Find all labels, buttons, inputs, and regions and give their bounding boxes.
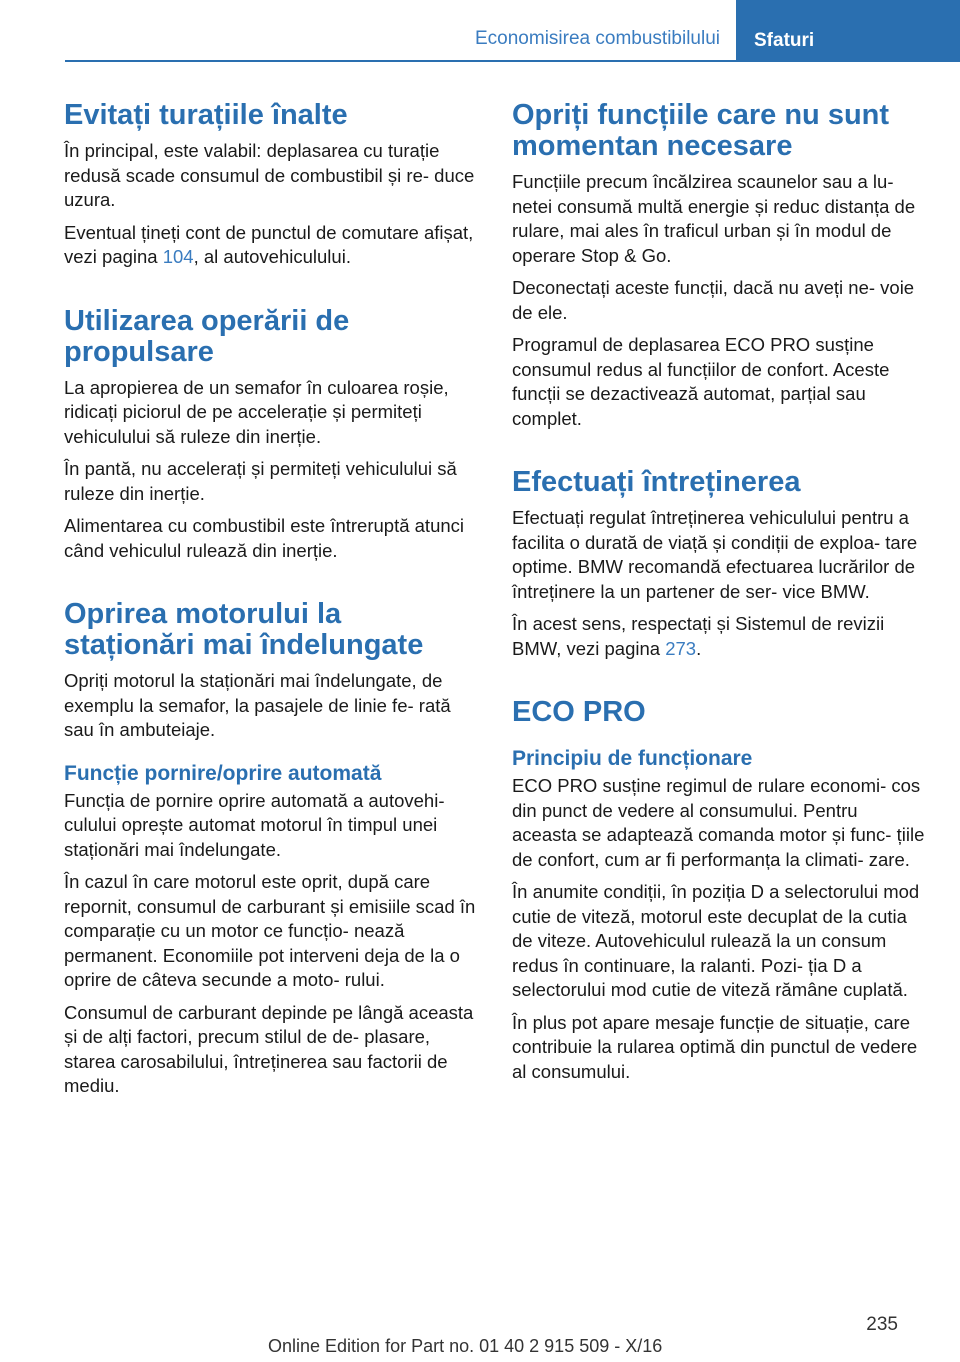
paragraph-text: Eventual țineți cont de punctul de comutare afișat, vezi pagina [64, 221, 474, 267]
paragraph-text: În acest sens, respectați și Sistemul de revizii BMW, vezi pagina [512, 613, 885, 659]
paragraph: În pantă, nu accelerați și permiteți vehiculului să ruleze din inerție. [64, 458, 457, 504]
paragraph [512, 612, 927, 661]
paragraph: În plus pot apare mesaje funcție de situație, care contribuie la rularea optimă din punctul de vedere al consumului. [512, 1011, 918, 1082]
edition-footer: Online Edition for Part no. 01 40 2 915 509 - X/16 [268, 1336, 663, 1356]
page-number: 235 [866, 1314, 898, 1335]
section-title-eco-pro: ECO PRO [512, 696, 646, 728]
section-title-maintenance: Efectuați întreținerea [512, 466, 801, 498]
page-header [0, 0, 960, 62]
header-chapter-label: Sfaturi [754, 30, 815, 51]
section-title-switch-off-functions: Opriți funcțiile care nu sunt momentan necesare [512, 99, 890, 162]
paragraph-text: , al autovehiculului. [193, 246, 351, 267]
paragraph: Opriți motorul la staționări mai îndelungate, de exemplu la semafor, la pasajele de linie fe‐ rată sau în ambuteiaje. [64, 670, 451, 740]
paragraph: La apropierea de un semafor în culoarea roșie, ridicați piciorul de pe accelerație și permiteți vehiculului să ruleze din inerție. [64, 376, 449, 447]
paragraph: Consumul de carburant depinde pe lângă aceasta și de alți factori, precum stilul de de‐ plasare, starea carosabilului, întreținerea sau factorii de mediu. [64, 1001, 474, 1096]
paragraph: În anumite condiții, în poziția D a selectorului mod cutie de viteză, motorul este decuplat de la cutia de viteze. Autovehiculul rulează la un consum redus în continuare, la ralanti. Pozi‐ ția D a selectorului mod cutie de viteză rămâne cuplată. [512, 881, 920, 1000]
right-column [512, 100, 927, 1092]
page-link-273[interactable]: 273 [665, 637, 697, 659]
section-title-coasting: Utilizarea operării de propulsare [64, 304, 350, 368]
paragraph [64, 221, 479, 270]
paragraph-text: . [696, 637, 702, 659]
paragraph: ECO PRO susține regimul de rulare economi‐ cos din punct de vedere al consumului. Pentru aceasta se adaptează comanda motor și func‐ țiile de confort, cum ar fi performanța la climati‐ zare. [512, 775, 925, 870]
subsection-title-operating-principle: Principiu de funcționare [512, 747, 753, 770]
subsection-title-auto-start-stop: Funcție pornire/oprire automată [64, 761, 382, 785]
paragraph: Alimentarea cu combustibil este întreruptă atunci când vehiculul rulează din inerție. [64, 515, 465, 561]
paragraph: Funcția de pornire oprire automată a autovehi‐ culului oprește automat motorul în timpul unei staționări mai îndelungate. [64, 789, 445, 860]
paragraph: În principal, este valabil: deplasarea cu turație redusă scade consumul de combustibil și re‐ duce uzura. [64, 140, 475, 210]
header-chapter-tab[interactable] [736, 0, 960, 60]
paragraph: Deconectați aceste funcții, dacă nu aveți ne‐ voie de ele. [512, 277, 915, 323]
paragraph: În cazul în care motorul este oprit, după care repornit, consumul de carburant și emisiile scad în comparație cu un motor ce funcțio‐ nează permanent. Economiile pot interveni deja de la o oprire de câteva secunde a moto‐ rului. [64, 871, 476, 990]
header-section-title: Economisirea combustibilului [475, 28, 720, 49]
section-title-high-revs: Evitați turațiile înalte [64, 99, 348, 131]
paragraph: Efectuați regulat întreținerea vehiculului pentru a facilita o durată de viață și condiții de exploa‐ tare optime. BMW recomandă efectuarea lucrărilor de întreținere la un partener de ser‐ vice BMW. [512, 507, 918, 602]
paragraph: Programul de deplasarea ECO PRO susține consumul redus al funcțiilor de confort. Aceste funcții se dezactivează automat, parțial sau complet. [512, 334, 890, 429]
page-link-104[interactable]: 104 [162, 246, 194, 267]
header-divider [65, 60, 960, 62]
section-title-engine-off: Oprirea motorului la staționări mai îndelungate [64, 598, 424, 661]
paragraph: Funcțiile precum încălzirea scaunelor sau a lu‐ netei consumă multă energie și reduc distanța de rulare, mai ales în traficul urban și în modul de operare Stop & Go. [512, 171, 916, 266]
left-column [64, 100, 479, 1107]
